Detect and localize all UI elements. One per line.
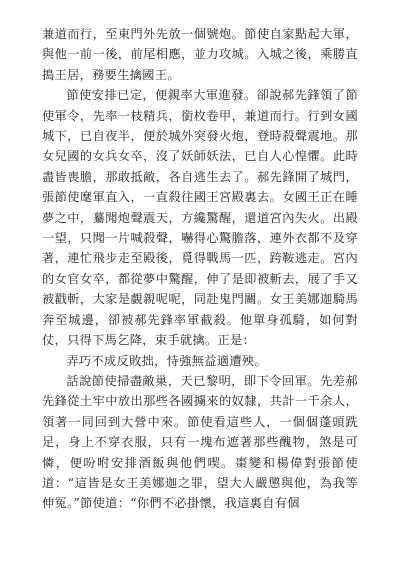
paragraph-2: 節使安排已定，便親率大軍進發。卻說郝先鋒領了節使軍令，先率一枝精兵，銜枚卷甲，兼道而行。行到女國城下，已自夜半，便於城外突發火炮，登時殺聲震地。那女兒國的女兵女卒，沒了妖師妖法，已自人心惶懼。此時盡皆喪膽，那敢抵敵，各自逃生去了。郝先鋒開了城門，張節使麾軍直入，一直殺往國王宮殿裏去。女國王正在睡夢之中，驀聞炮聲震天，方纔驚醒，還道宮內失火。出殿一望，只聞一片喊殺聲，嚇得心驚膽落，連外衣都不及穿著，連忙飛步走至殿後，覓得戰馬一匹，跨鞍逃走。宮內的女官女卒，都從夢中驚醒，伸了是即被斬去，展了手又被戳斬，大家是覷親呢呢，同赴鬼門關。女王美娜迦騎馬奔至城邊，卻被郝先鋒率軍截殺。他單身孤騎，如何對仗，只得下馬乞降，束手就擒。正是： [42, 88, 358, 348]
paragraph-3: 話說節使掃盡敵巢，天已黎明，即下令回軍。先差郝先鋒從土牢中放出那些各國擄來的奴隸，共計一千余人，領著一同回到大營中來。節使看這些人，一個個蓬頭跣足，身上不穿衣服，只有一塊布遮著那些醜物，煞是可憐，便吩咐安排酒飯與他們喫。棗變和楊偉對張節使道：“這皆是女王美娜迦之罪，望大人嚴懲與他，為我等伸冤。”節使道：“你們不必掛懷，我這裏自有個 [42, 373, 358, 511]
verse-line: 弄巧不成反敗拙，恃強無益適遭殃。 [66, 353, 267, 368]
document-page [42, 24, 358, 514]
paragraph-1: 兼道而行，至東門外先放一個號炮。節使自家點起大軍，與他一前一後，前尾相應，並力攻城。入城之後，乘勝直搗王居，務要生擒國王。 [42, 27, 358, 82]
